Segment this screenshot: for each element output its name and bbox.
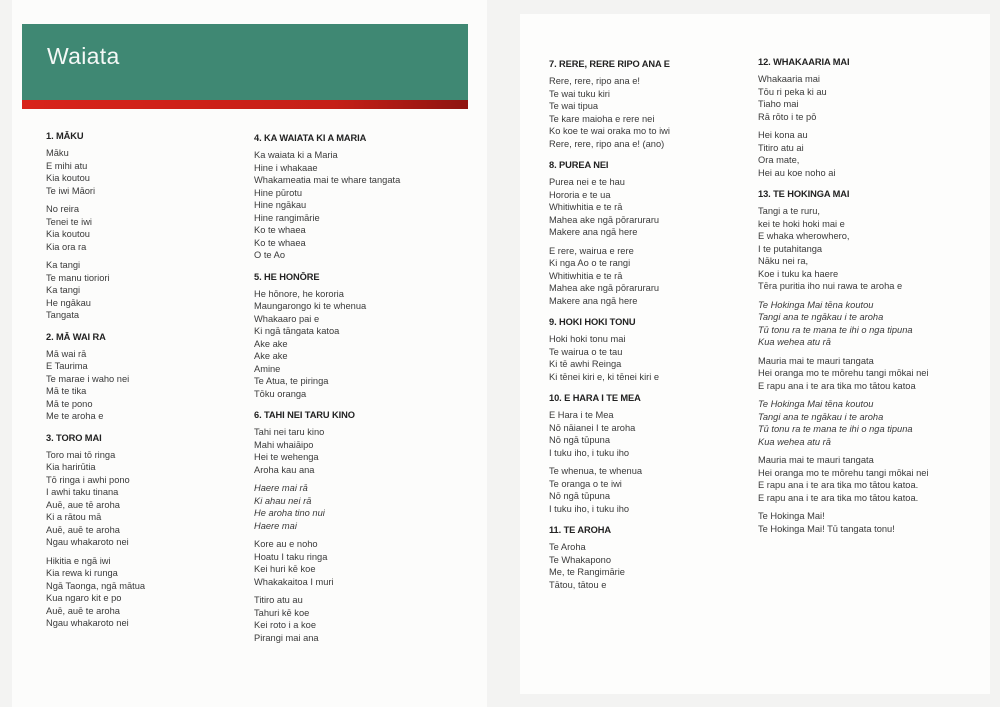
lyric-line: I tuku iho, i tuku iho: [549, 503, 630, 514]
lyric-line: Mahea ake ngā pōraruraru: [549, 214, 660, 225]
lyric-line: Te whenua, te whenua: [549, 466, 643, 476]
lyric-line: Māku: [46, 148, 69, 158]
lyric-line: Koe i tuku ka haere: [758, 268, 839, 279]
lyric-line: Ko koe te wai oraka mo to iwi: [549, 126, 670, 136]
lyric-line: Te Hokinga Mai! Tū tangata tonu!: [758, 523, 895, 534]
song-title: 9. HOKI HOKI TONU: [549, 317, 636, 327]
stanza: [46, 259, 145, 322]
lyric-line: E mihi atu: [46, 160, 88, 171]
lyric-line: Purea nei e te hau: [549, 177, 625, 187]
lyric-line: Hoki hoki tonu mai: [549, 334, 626, 344]
lyric-line: O te Ao: [254, 250, 286, 260]
lyric-line: Nāku nei ra,: [758, 256, 809, 266]
lyric-line: Te wai tipua: [549, 101, 599, 111]
stanza: [46, 348, 145, 423]
stanza: [758, 205, 929, 293]
stanza: [549, 465, 670, 515]
song-title: 10. E HARA I TE MEA: [549, 393, 641, 403]
song-title: 4. KA WAIATA KI A MARIA: [254, 133, 367, 143]
lyric-line: Whitiwhitia e te rā: [549, 270, 623, 281]
lyric-line: Hei te wehenga: [254, 452, 319, 462]
stanza: [254, 149, 400, 262]
lyric-line: Kei huri kē koe: [254, 564, 316, 574]
lyric-line: Ki tē awhi Reinga: [549, 359, 622, 369]
lyric-line: Tahi nei taru kino: [254, 427, 325, 437]
lyric-line: Mahea ake ngā pōraruraru: [549, 283, 660, 293]
song: [254, 133, 400, 262]
song: [254, 410, 400, 644]
song: [46, 332, 145, 423]
lyric-line: Nō nāianei I te aroha: [549, 422, 636, 433]
song-title: 13. TE HOKINGA MAI: [758, 189, 850, 199]
lyric-line: Ake ake: [254, 338, 288, 349]
stanza: [549, 541, 670, 591]
lyric-line: Whakaaro pai e: [254, 313, 320, 324]
lyric-line: I awhi taku tinana: [46, 487, 119, 497]
lyric-line: Ka tangi: [46, 285, 81, 295]
stanza: [254, 538, 400, 588]
lyric-line: Te kare maioha e rere nei: [549, 113, 655, 124]
lyric-line: Auē, auē te aroha: [46, 524, 120, 535]
lyric-line: Haere mai: [254, 520, 297, 531]
stanza: [758, 355, 929, 393]
lyric-line: Tangi ana te ngākau i te aroha: [758, 411, 884, 422]
lyric-line: Hine rangimārie: [254, 212, 320, 223]
lyric-line: Kia koutou: [46, 229, 90, 239]
stanza: [549, 245, 670, 308]
lyric-line: Te manu tioriori: [46, 272, 110, 283]
lyric-line: Tēra puritia iho nui rawa te aroha e: [758, 281, 903, 291]
lyric-line: Mā wai rā: [46, 348, 87, 359]
lyric-line: kei te hoki hoki mai e: [758, 218, 845, 229]
lyric-line: Kia ora ra: [46, 241, 87, 252]
lyric-line: Te oranga o te iwi: [549, 478, 622, 489]
banner-accent-bar: [22, 100, 468, 109]
lyric-line: Me, te Rangimārie: [549, 567, 625, 577]
stanza: [549, 409, 670, 459]
lyric-line: Te wairua o te tau: [549, 346, 623, 357]
lyric-line: Tōku oranga: [254, 388, 307, 399]
lyric-line: Auē, auē te aroha: [46, 605, 120, 616]
lyric-line: Mauria mai te mauri tangata: [758, 455, 874, 465]
lyric-line: Tōu ri peka ki au: [758, 86, 827, 97]
lyric-line: Te Hokinga Mai tēna koutou: [758, 399, 874, 409]
lyric-line: Ki a rātou mā: [46, 512, 102, 522]
lyric-line: No reira: [46, 204, 80, 214]
lyric-line: Hine i whakaae: [254, 162, 318, 173]
lyric-line: Whakakaitoa I muri: [254, 576, 334, 587]
song-title: 12. WHAKAARIA MAI: [758, 57, 850, 67]
lyric-line: Tō ringa i awhi pono: [46, 474, 130, 485]
stanza: [254, 594, 400, 644]
song: [549, 160, 670, 307]
song-title: 6. TAHI NEI TARU KINO: [254, 410, 355, 420]
lyric-line: Kei roto i a koe: [254, 620, 317, 630]
lyric-line: Tū tonu ra te mana te ihi o nga tipuna: [758, 424, 913, 434]
lyric-line: He aroha tino nui: [254, 508, 325, 518]
lyric-line: Hororia e te ua: [549, 189, 611, 200]
song: [549, 317, 670, 383]
lyric-line: Ki ahau nei rā: [254, 495, 312, 506]
lyric-line: Pirangi mai ana: [254, 632, 319, 643]
lyric-line: Mā te pono: [46, 398, 93, 409]
lyric-line: Ora mate,: [758, 155, 800, 165]
chorus-stanza: [758, 398, 929, 448]
lyric-line: Te Whakapono: [549, 554, 612, 565]
stanza: [549, 75, 670, 150]
column-4: [758, 57, 929, 545]
song-title: 7. RERE, RERE RIPO ANA E: [549, 59, 670, 69]
lyric-line: Me te aroha e: [46, 411, 104, 421]
lyric-line: Hikitia e ngā iwi: [46, 555, 111, 566]
song: [549, 525, 670, 591]
lyric-line: Kia rewa ki runga: [46, 568, 118, 578]
chorus-stanza: [758, 299, 929, 349]
lyric-line: Te wai tuku kiri: [549, 88, 610, 99]
lyric-line: Ki ngā tāngata katoa: [254, 326, 340, 336]
lyric-line: Ngau whakaroto nei: [46, 618, 129, 628]
song-title: 5. HE HONŌRE: [254, 271, 320, 282]
column-2: [254, 133, 400, 654]
page-title: Waiata: [47, 43, 120, 69]
song-title: 8. PUREA NEI: [549, 160, 609, 170]
lyric-line: Hine pūrotu: [254, 187, 303, 198]
column-1: [46, 131, 145, 640]
lyric-line: Nō ngā tūpuna: [549, 491, 610, 501]
lyric-line: Hei kona au: [758, 130, 808, 140]
lyric-line: E rapu ana i te ara tika mo tātou katoa.: [758, 492, 919, 503]
lyric-line: Te Aroha: [549, 542, 586, 552]
lyric-line: Hei oranga mo te mōrehu tangi mōkai nei: [758, 467, 929, 478]
lyric-line: Ka waiata ki a Maria: [254, 150, 338, 160]
lyric-line: Te Hokinga Mai!: [758, 511, 825, 521]
lyric-line: E Taurima: [46, 361, 88, 371]
lyric-line: Kua ngaro kit e po: [46, 593, 122, 603]
song: [46, 131, 145, 322]
song: [549, 59, 670, 150]
lyric-line: Mā te tika: [46, 386, 87, 396]
lyric-line: Ko te whaea: [254, 225, 306, 235]
song: [254, 272, 400, 401]
lyric-line: Rere, rere, ripo ana e!: [549, 76, 640, 86]
lyric-line: E Hara i te Mea: [549, 410, 614, 420]
lyric-line: Tangi ana te ngākau i te aroha: [758, 312, 884, 322]
lyric-line: Nō ngā tūpuna: [549, 435, 610, 445]
lyric-line: Hine ngākau: [254, 200, 307, 210]
song-title: 3. TORO MAI: [46, 432, 102, 443]
lyric-line: Mahi whaiāipo: [254, 439, 314, 450]
lyric-line: Tangata: [46, 310, 80, 320]
lyric-line: Tenei te iwi: [46, 216, 92, 227]
song: [758, 189, 929, 535]
stanza: [549, 176, 670, 239]
stanza: [758, 73, 929, 123]
lyric-line: Te Hokinga Mai tēna koutou: [758, 299, 874, 310]
stanza: [254, 426, 400, 476]
lyric-line: Tātou, tātou e: [549, 579, 607, 590]
lyric-line: Kia harirūtia: [46, 462, 96, 472]
lyric-line: Hoatu I taku ringa: [254, 551, 328, 562]
lyric-line: Aroha kau ana: [254, 464, 315, 475]
lyric-line: Ki tēnei kiri e, ki tēnei kiri e: [549, 371, 660, 382]
lyric-line: I tuku iho, i tuku iho: [549, 447, 630, 458]
song-title: 11. TE AROHA: [549, 525, 611, 535]
lyric-line: Te iwi Māori: [46, 185, 96, 196]
lyric-line: Toro mai tō ringa: [46, 449, 116, 460]
lyric-line: Tū tonu ra te mana te ihi o nga tipuna: [758, 324, 913, 335]
lyric-line: Amine: [254, 363, 281, 374]
lyric-line: Maungarongo ki te whenua: [254, 301, 367, 311]
lyric-line: Tahuri kē koe: [254, 607, 310, 618]
lyric-line: Makere ana ngā here: [549, 227, 638, 237]
song-title: 2. MĀ WAI RA: [46, 331, 106, 342]
lyric-line: Haere mai rā: [254, 483, 308, 493]
song: [46, 433, 145, 630]
lyric-line: He hōnore, he kororia: [254, 288, 344, 299]
lyric-line: Kua wehea atu rā: [758, 337, 831, 347]
song: [758, 57, 929, 179]
lyric-line: E whaka wherowhero,: [758, 231, 850, 241]
song: [549, 393, 670, 515]
lyric-line: E rapu ana i te ara tika mo tātou katoa.: [758, 480, 919, 490]
lyric-line: Ka tangi: [46, 260, 81, 270]
chorus-stanza: [254, 482, 400, 532]
lyric-line: Ko te whaea: [254, 237, 306, 248]
stanza: [758, 129, 929, 179]
lyric-line: Rere, rere, ripo ana e! (ano): [549, 138, 665, 149]
lyric-line: Whitiwhitia e te rā: [549, 202, 623, 212]
lyric-line: Whakameatia mai te whare tangata: [254, 175, 401, 185]
title-banner: [22, 24, 468, 100]
lyric-line: Kia koutou: [46, 173, 90, 183]
lyric-line: Ake ake: [254, 351, 288, 361]
lyric-line: Kore au e noho: [254, 539, 318, 549]
lyric-line: Mauria mai te mauri tangata: [758, 355, 874, 366]
lyric-line: He ngākau: [46, 297, 91, 308]
stanza: [549, 333, 670, 383]
lyric-line: I te putahitanga: [758, 243, 823, 254]
lyric-line: Titiro atu au: [254, 595, 303, 605]
lyric-line: Makere ana ngā here: [549, 295, 638, 306]
lyric-line: Ki nga Ao o te rangi: [549, 258, 631, 268]
column-3: [549, 59, 670, 601]
lyric-line: Ngau whakaroto nei: [46, 537, 129, 547]
lyric-line: Tangi a te ruru,: [758, 206, 821, 216]
lyric-line: Ngā Taonga, ngā mātua: [46, 580, 146, 591]
lyric-line: E rapu ana i te ara tika mo tātou katoa: [758, 380, 916, 391]
lyric-line: Kua wehea atu rā: [758, 436, 831, 447]
lyric-line: E rere, wairua e rere: [549, 245, 634, 256]
lyric-line: Hei oranga mo te mōrehu tangi mōkai nei: [758, 368, 929, 378]
stanza: [46, 147, 145, 197]
lyric-line: Te marae i waho nei: [46, 373, 130, 384]
stanza: [254, 288, 400, 401]
song-title: 1. MĀKU: [46, 131, 84, 141]
stanza: [758, 510, 929, 535]
lyric-line: Hei au koe noho ai: [758, 167, 836, 178]
lyric-line: Auē, aue tē aroha: [46, 499, 120, 510]
lyric-line: Whakaaria mai: [758, 74, 821, 84]
stanza: [46, 555, 145, 630]
lyric-line: Rā rōto i te pō: [758, 111, 817, 122]
lyric-line: Tiaho mai: [758, 99, 799, 109]
lyric-line: Te Atua, te piringa: [254, 376, 329, 386]
stanza: [46, 203, 145, 253]
lyric-line: Titiro atu ai: [758, 142, 804, 153]
stanza: [46, 449, 145, 549]
stanza: [758, 454, 929, 504]
